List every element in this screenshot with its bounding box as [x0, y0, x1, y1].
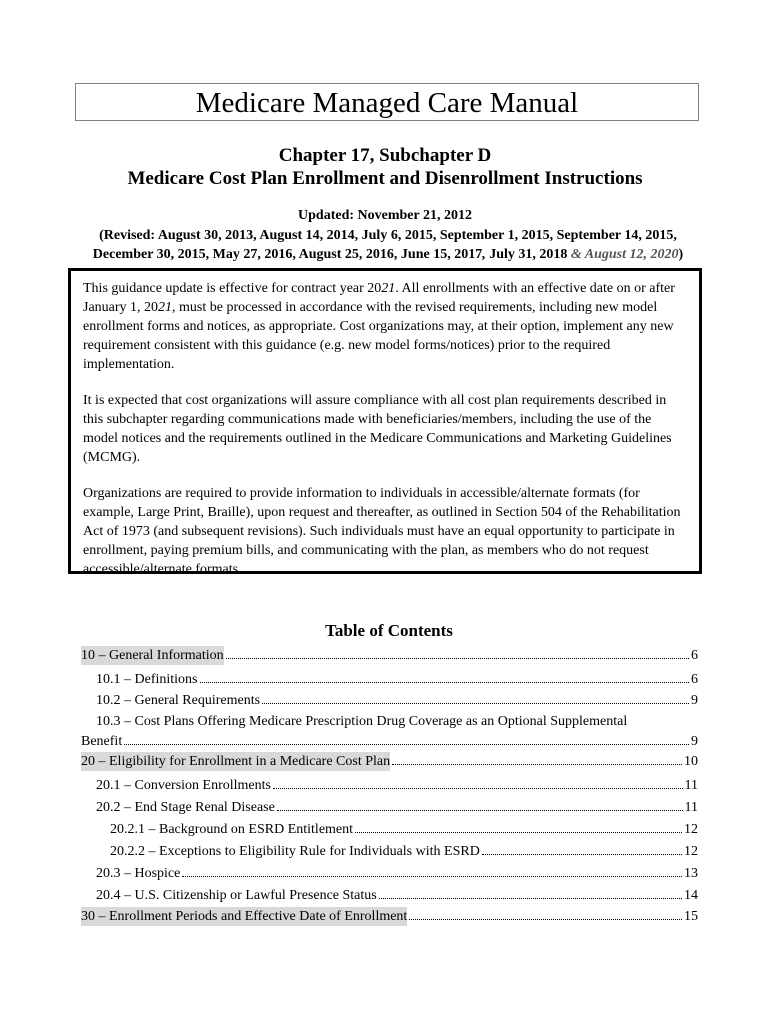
toc-heading: Table of Contents: [325, 621, 453, 640]
toc-entry-10[interactable]: 10 – General Information 6: [81, 645, 698, 664]
toc-entry-20-1[interactable]: 20.1 – Conversion Enrollments 11: [96, 775, 698, 794]
toc-entry-10-3[interactable]: Benefit 9: [81, 731, 698, 750]
revision-line-1: (Revised: August 30, 2013, August 14, 2014, July 6, 2015, September 1, 2015, September 14, 2015,: [99, 228, 677, 243]
toc-entry-20[interactable]: 20 – Eligibility for Enrollment in a Medicare Cost Plan 10: [81, 751, 698, 770]
revision-added-date: & August 12, 2020: [570, 247, 679, 262]
revision-history: [0, 226, 770, 264]
toc-entry-10-1[interactable]: 10.1 – Definitions 6: [96, 669, 698, 688]
revision-line-2: December 30, 2015, May 27, 2016, August 25, 2016, June 15, 2017, July 31, 2018 & August 12, 2020): [92, 247, 684, 262]
notice-paragraph-effective: This guidance update is effective for contract year 2021. All enrollments with an effective date on or after January 1, 2021, must be processed in accordance with the revised requirements, including new model enrollment forms and notices, as appropriate. Cost organizations may, at their option, implement any new requirement consistent with this guidance (e.g. new model forms/notices) prior to the required implementation.: [83, 281, 675, 372]
notice-paragraph-compliance: It is expected that cost organizations will assure compliance with all cost plan requirements described in this subchapter regarding communications made with beneficiaries/members, including the use of the model notices and the requirements outlined in the Medicare Communications and Marketing Guidelines (MCMG).: [83, 393, 672, 465]
toc-entry-20-3[interactable]: 20.3 – Hospice 13: [96, 863, 698, 882]
guidance-notice-box: [68, 268, 702, 577]
toc-entry-20-2[interactable]: 20.2 – End Stage Renal Disease 11: [96, 797, 698, 816]
toc-entry-20-4[interactable]: 20.4 – U.S. Citizenship or Lawful Presence Status 14: [96, 885, 698, 904]
updated-date: Updated: November 21, 2012: [298, 208, 472, 223]
chapter-heading: Chapter 17, Subchapter D: [278, 145, 492, 166]
toc-entry-10-2[interactable]: 10.2 – General Requirements 9: [96, 690, 698, 709]
toc-entry-20-2-2[interactable]: 20.2.2 – Exceptions to Eligibility Rule for Individuals with ESRD 12: [110, 841, 698, 860]
subchapter-title: Medicare Cost Plan Enrollment and Disenrollment Instructions: [127, 168, 643, 189]
toc-entry-30[interactable]: 30 – Enrollment Periods and Effective Date of Enrollment 15: [81, 906, 698, 925]
toc-entry-20-2-1[interactable]: 20.2.1 – Background on ESRD Entitlement 12: [110, 819, 698, 838]
manual-title: Medicare Managed Care Manual: [75, 83, 699, 121]
notice-paragraph-accessibility: Organizations are required to provide information to individuals in accessible/alternate formats (for example, Large Print, Braille), upon request and thereafter, as outlined in Section 504 of the Rehabilitation Act of 1973 (and subsequent revisions). Such individuals must have an equal opportunity to participate in enrollment, paying premium bills, and communicating with the plan, as members who do not request accessible/alternate formats.: [83, 486, 681, 577]
toc-entry-10-3-line1[interactable]: 10.3 – Cost Plans Offering Medicare Prescription Drug Coverage as an Optional Supplemental: [96, 714, 628, 729]
